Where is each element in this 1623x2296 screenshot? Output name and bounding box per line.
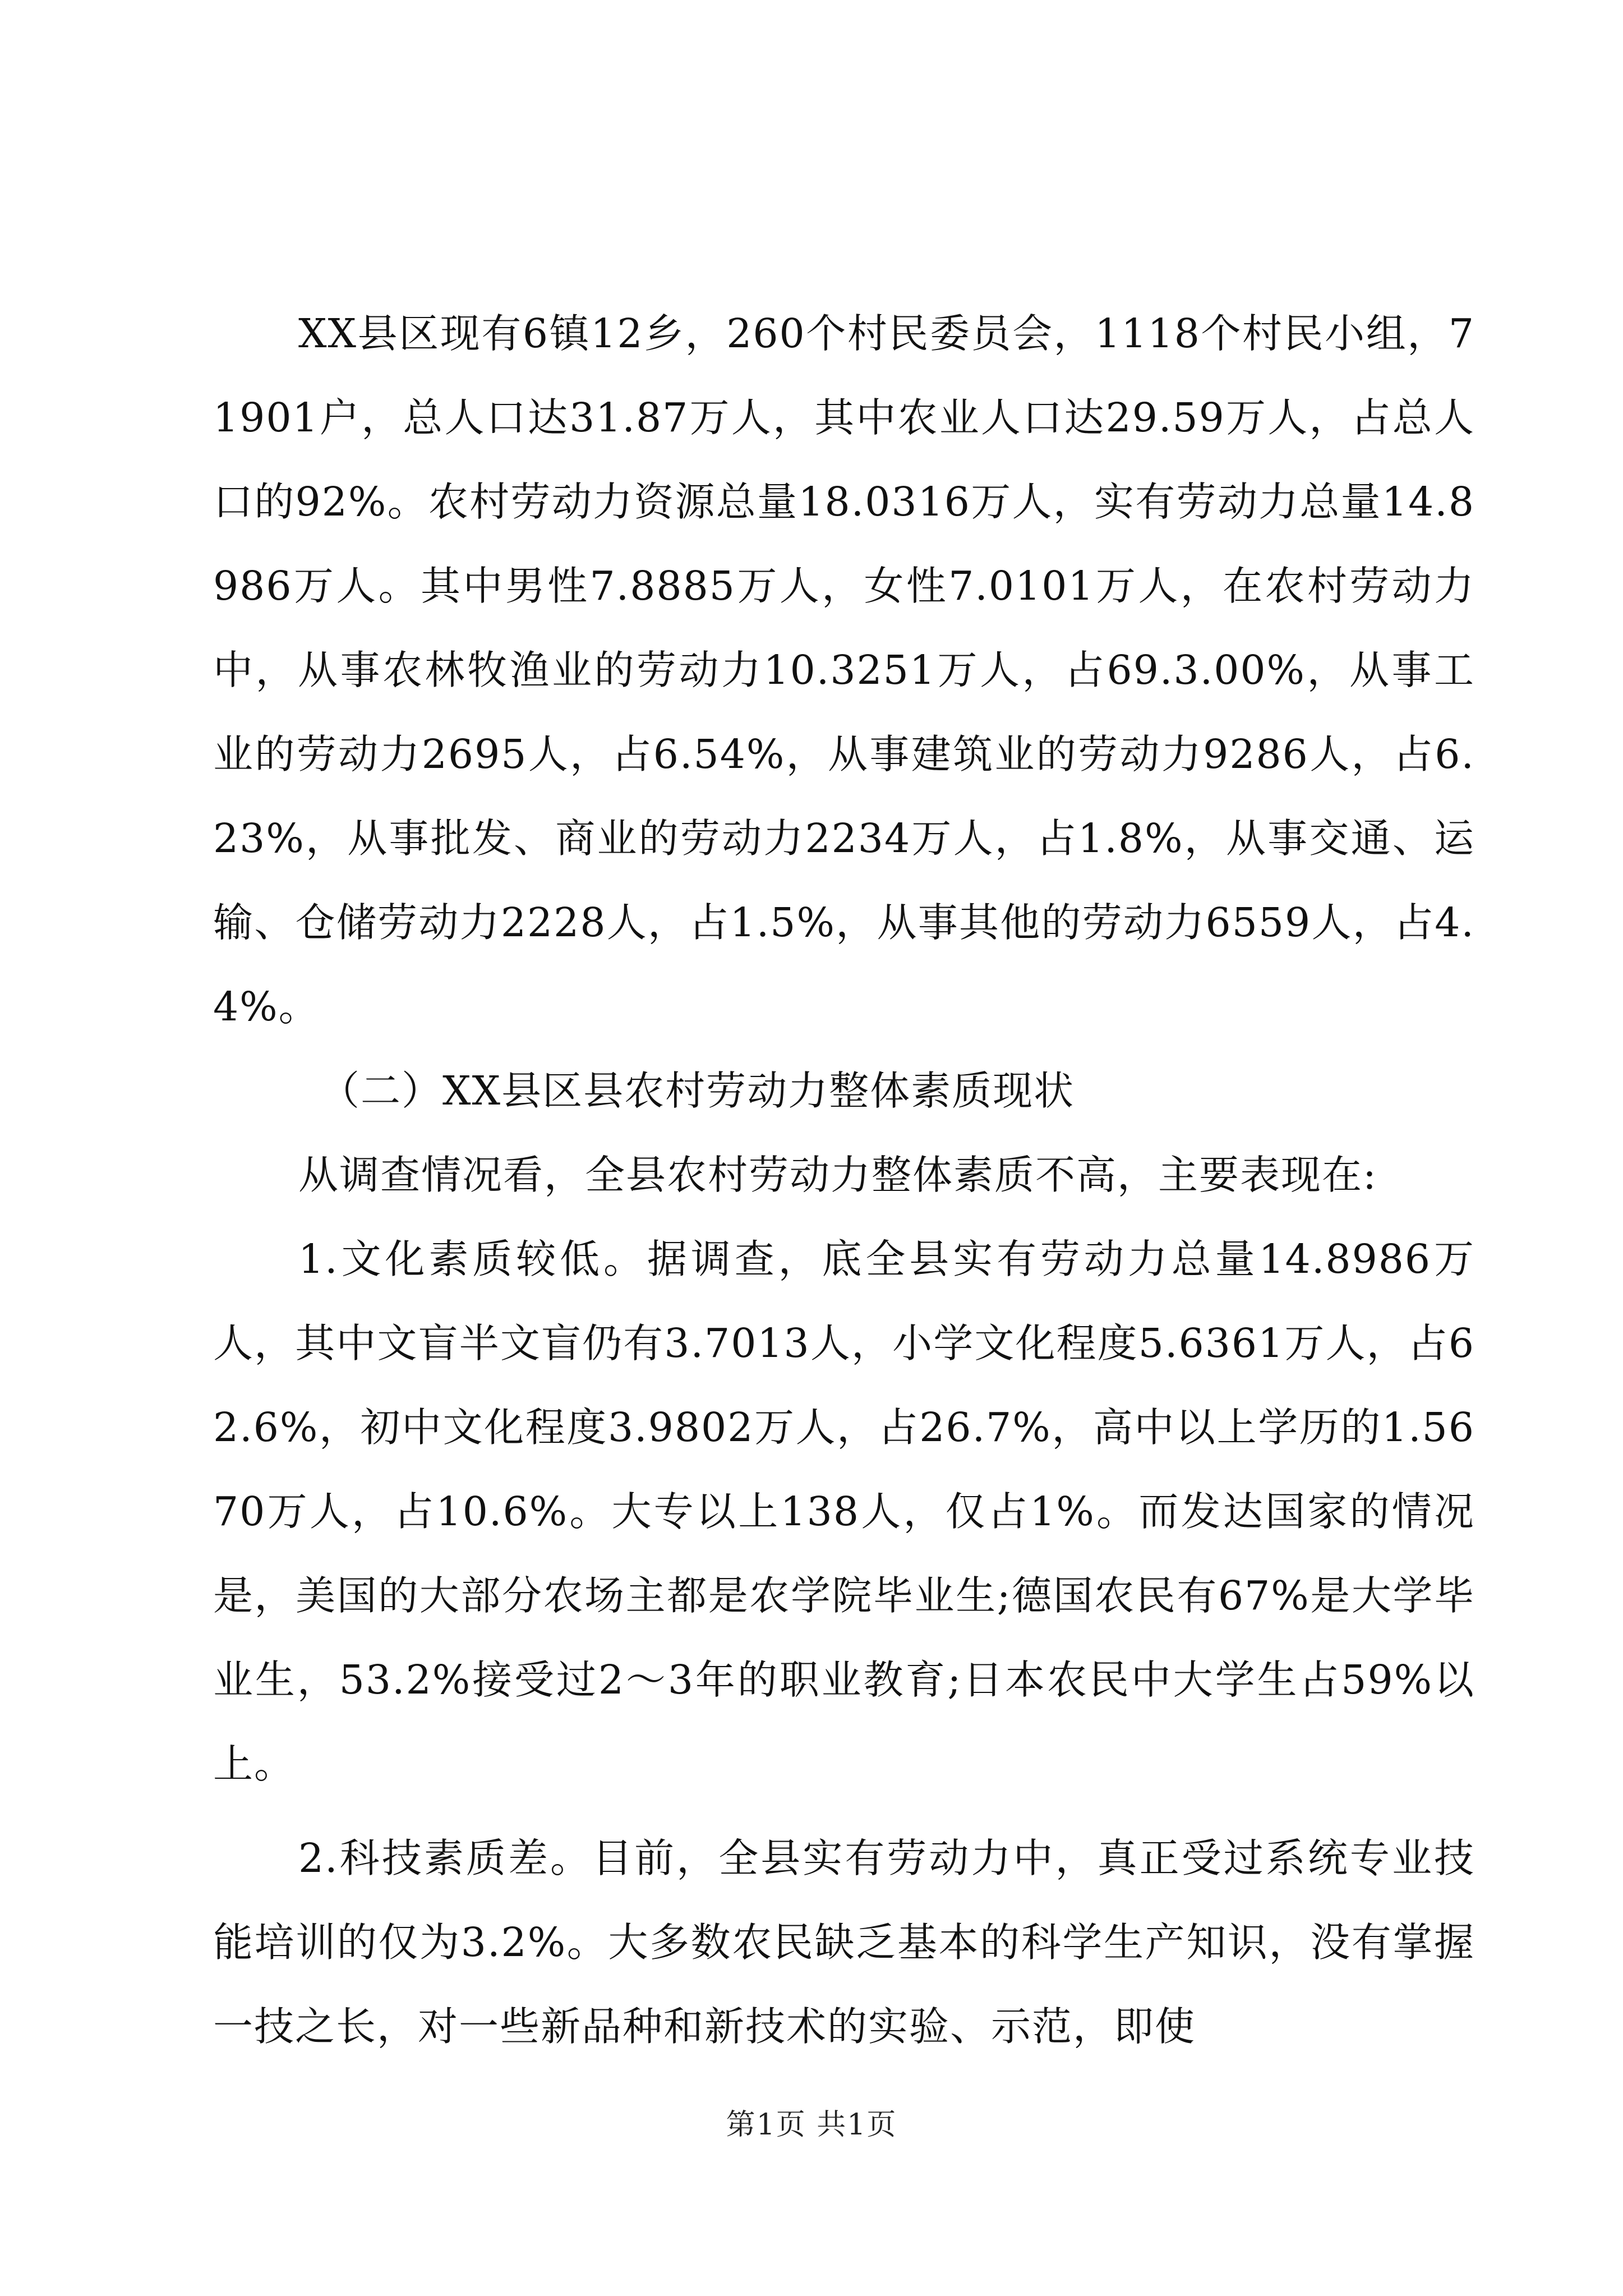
paragraph-tech-quality: 2.科技素质差。目前，全县实有劳动力中，真正受过系统专业技能培训的仅为3.2%。大多数农民缺乏基本的科学生产知识，没有掌握一技之长，对一些新品种和新技术的实验、示范，即使 [213, 1835, 1475, 2050]
document-body [213, 292, 1475, 2069]
paragraph-education-quality: 1.文化素质较低。据调查，底全县实有劳动力总量14.8986万人，其中文盲半文盲仍有3.7013人，小学文化程度5.6361万人，占62.6%，初中文化程度3.9802万人，占26.7%，高中以上学历的1.5670万人，占10.6%。大专以上138人，仅占1%。而发达国家的情况是，美国的大部分农场主都是农学院毕业生;德国农民有67%是大学毕业生，53.2%接受过2～3年的职业教育;日本农民中大学生占59%以上。 [213, 1236, 1475, 1787]
paragraph-labor-statistics: XX县区现有6镇12乡，260个村民委员会，1118个村民小组，71901户，总人口达31.87万人，其中农业人口达29.59万人，占总人口的92%。农村劳动力资源总量18.0316万人，实有劳动力总量14.8986万人。其中男性7.8885万人，女性7.0101万人，在农村劳动力中，从事农林牧渔业的劳动力10.3251万人，占69.3.00%，从事工业的劳动力2695人，占6.54%，从事建筑业的劳动力9286人，占6.23%，从事批发、商业的劳动力2234万人，占1.8%，从事交通、运输、仓储劳动力2228人，占1.5%，从事其他的劳动力6559人，占4.4%。 [213, 310, 1475, 1030]
paragraph-survey-intro: 从调查情况看，全县农村劳动力整体素质不高，主要表现在: [298, 1152, 1377, 1198]
section-heading-quality-status: （二）XX县区县农村劳动力整体素质现状 [320, 1068, 1075, 1114]
page-number-footer: 第1页 共1页 [726, 2108, 897, 2142]
